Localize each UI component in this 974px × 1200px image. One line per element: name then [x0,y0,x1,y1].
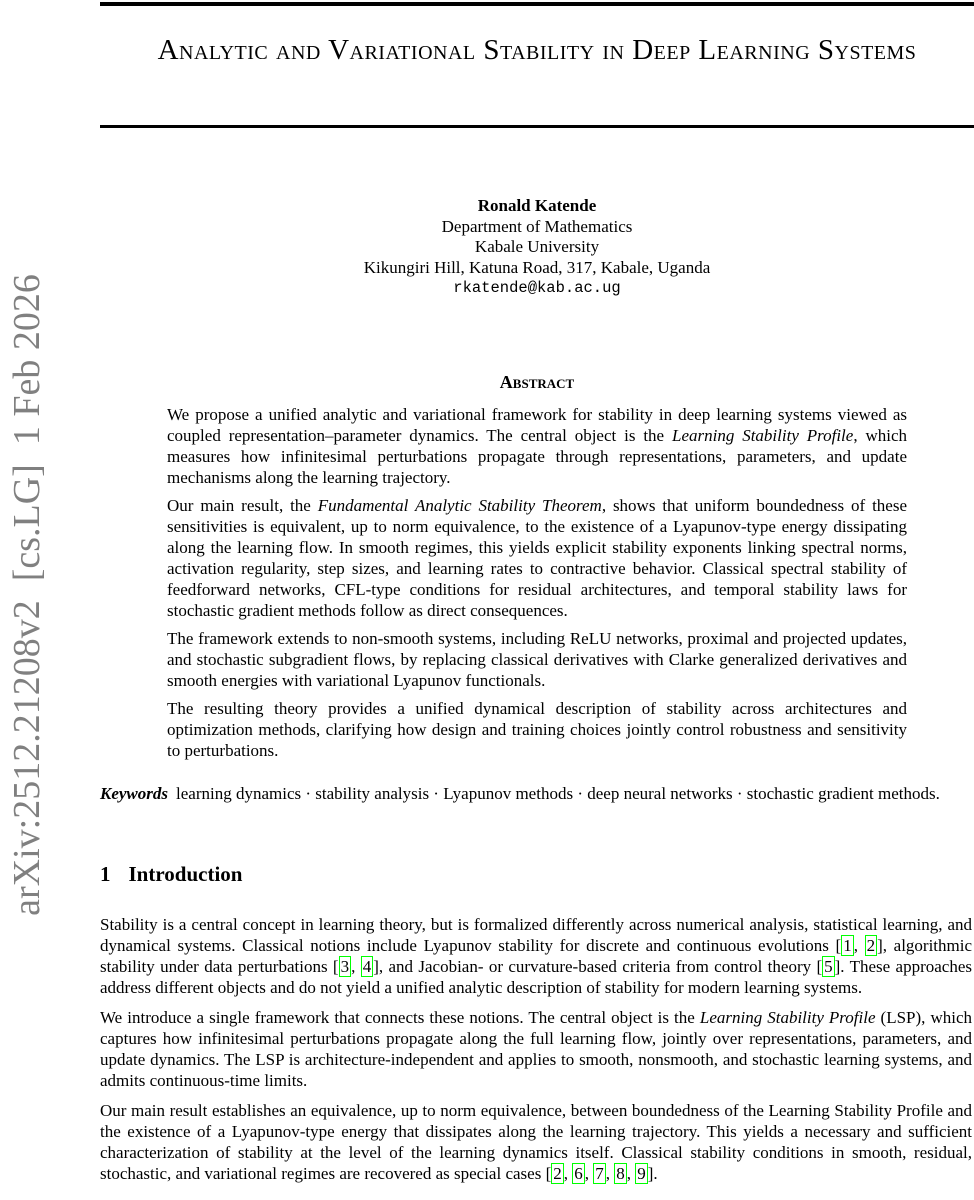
text-run: ]. [647,1164,658,1183]
text-run: (LSP), which captures how infinitesimal perturbations propagate along the full learning flow, jointly over representations, parameters, and update dynamics. The LSP is architecture-independent and applies to smooth, nonsmooth, and stochastic learning systems, and admits continuous-time limits. [100,1008,972,1090]
keywords-label: Keywords [100,784,168,803]
author-department: Department of Mathematics [441,216,633,236]
keywords [100,783,972,804]
text-run: , [584,1164,594,1183]
paragraph [100,1100,972,1184]
italic-term: Fundamental Analytic Stability Theorem [317,496,602,515]
text-run: We introduce a single framework that connects these notions. The central object is the [100,1008,700,1027]
citation-link[interactable]: 8 [616,1164,625,1183]
arxiv-identifier-stamp: arXiv:2512.21208v2 [cs.LG] 1 Feb 2026 [6,274,48,916]
citation-link[interactable]: 6 [574,1164,583,1183]
text-run: The resulting theory provides a unified dynamical description of stability across architectures and optimization methods, clarifying how design and training choices jointly control robustness and sensitivity to perturbations. [167,699,907,760]
text-run: , which measures how infinitesimal perturbations propagate through representations, parameters, and update mechanisms along the learning trajectory. [167,426,907,487]
citation-link[interactable]: 4 [362,957,372,976]
paper-title: Analytic and Variational Stability in Deep Learning Systems [157,34,917,66]
abstract-body [167,404,907,768]
citation-link[interactable]: 7 [595,1164,604,1183]
paragraph [100,914,972,998]
author-email[interactable]: rkatende@kab.ac.ug [453,279,621,297]
section-number: 1 [100,862,111,886]
text-run: , [605,1164,615,1183]
citation-link[interactable]: 1 [843,936,852,955]
text-run: , shows that uniform boundedness of these sensitivities is equivalent, up to norm equivalence, to the existence of a Lyapunov-type energy dissipating along the learning flow. In smooth regimes, this yields explicit stability exponents linking spectral norms, activation regularity, step sizes, and learning rates to contractive behavior. Classical spectral stability of feedforward networks, CFL-type conditions for residual architectures, and temporal stability laws for stochastic gradient methods follow as direct consequences. [167,496,907,620]
text-run: Stability is a central concept in learning theory, but is formalized differently across numerical analysis, statistical learning, and dynamical systems. Classical notions include Lyapunov stability for discrete and continuous evolutions [ [100,915,972,955]
citation-link[interactable]: 3 [340,957,350,976]
text-run: ], algorithmic stability under data perturbations [ [100,936,973,976]
text-run: ]. These approaches address different objects and do not yield a unified analytic description of stability for modern learning systems. [100,957,972,997]
text-run: , [626,1164,636,1183]
author-university: Kabale University [474,237,600,256]
citation-link[interactable]: 2 [553,1164,562,1183]
author-name: Ronald Katende [477,196,597,215]
paragraph [167,495,907,621]
text-run: Our main result establishes an equivalence, up to norm equivalence, between boundedness of the Learning Stability Profile and the existence of a Lyapunov-type energy that dissipates along the learning trajectory. This yields a necessary and sufficient characterization of stability at the level of the learning dynamics itself. Classical stability conditions in smooth, residual, stochastic, and variational regimes are recovered as special cases [ [100,1101,972,1183]
section-title: Introduction [128,862,243,886]
text-run: The framework extends to non-smooth systems, including ReLU networks, proximal and projected updates, and stochastic subgradient flows, by replacing classical derivatives with Clarke generalized derivatives and smooth energies with variational Lyapunov functionals. [167,629,907,690]
text-run: , [563,1164,573,1183]
citation-link[interactable]: 9 [637,1164,646,1183]
author-block [100,196,974,299]
title-bottom-rule [100,125,974,128]
text-run: , [853,936,865,955]
paragraph [167,404,907,488]
text-run: We propose a unified analytic and variational framework for stability in deep learning systems viewed as coupled representation–parameter dynamics. The central object is the [167,405,907,445]
paragraph [167,628,907,691]
italic-term: Learning Stability Profile [699,1008,876,1027]
citation-link[interactable]: 2 [866,936,876,955]
italic-term: Learning Stability Profile [671,426,854,445]
citation-link[interactable]: 5 [824,957,833,976]
text-run: , [351,957,361,976]
text-run: Our main result, the [167,496,318,515]
paragraph [167,698,907,761]
keywords-text: learning dynamics · stability analysis · Lyapunov methods · deep neural networks · stochastic gradient methods. [176,784,940,803]
abstract-heading: Abstract [499,372,575,392]
introduction-body [100,914,972,1193]
paragraph [100,1007,972,1091]
top-rule [100,2,974,6]
author-address: Kikungiri Hill, Katuna Road, 317, Kabale, Uganda [363,257,711,277]
text-run: ], and Jacobian- or curvature-based criteria from control theory [ [373,957,823,976]
section-heading-introduction [100,862,242,887]
